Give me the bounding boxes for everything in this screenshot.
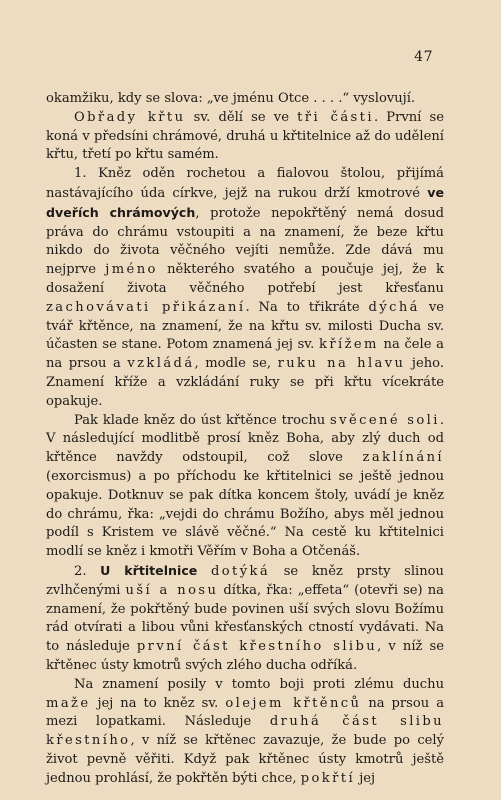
text-run: sv. dělí se ve xyxy=(185,109,298,125)
paragraph xyxy=(46,412,444,562)
text-run: se kněz prsty slinou zvlhčenými xyxy=(46,563,444,598)
text-run: na čele a na prsou a xyxy=(46,337,444,372)
text-run: . Na to třikráte xyxy=(245,299,369,315)
text-run: 2. xyxy=(74,563,101,579)
text-run: Pak klade kněz do úst křtěnce trochu xyxy=(74,412,331,428)
spaced-emphasis: olejem křtěnců xyxy=(225,695,362,711)
text-run: některého svatého a poučuje jej, že k dosažení života věčného potřebí jest křesťanu xyxy=(46,262,444,296)
text-run: jej xyxy=(355,770,376,786)
spaced-emphasis: dotýká xyxy=(210,563,271,579)
spaced-emphasis: tři části xyxy=(297,109,374,125)
text-run: (exorcismus) a po příchodu ke křtitelnici se ještě jednou opakuje. Dotknuv se pak dítka koncem štoly, uvádí je kněz do chrámu, řka: „vejdi do chrámu Božího, abys měl jednou podíl s Kristem ve slávě věčné.“ Na cestě ku křtitelnici modlí se kněz i kmotři Věřím v Boha a Otčenáš. xyxy=(46,468,444,560)
text-run: 1. Kněz oděn rochetou a fialovou štolou, přijímá nastávajícího úda církve, jejž na rukou drží kmotrové xyxy=(46,166,444,201)
spaced-emphasis: svěcené soli xyxy=(330,412,440,428)
spaced-emphasis: pokřtí xyxy=(300,770,356,786)
text-run xyxy=(197,564,211,579)
spaced-emphasis: jméno xyxy=(105,262,158,278)
text-run: na prsou a mezi lopatkami. Následuje xyxy=(46,695,445,730)
text-run: okamžiku, kdy se slova: „ve jménu Otce . . . .“ vyslovují. xyxy=(46,91,416,106)
text-run: . První se koná v předsíni chrámové, druhá u křtitelnice až do udělení křtu, třetí po křtu samém. xyxy=(46,109,445,163)
text-run: , protože nepokřtěný nemá dosud práva do chrámu vstoupiti a na znamení, že beze křtu nikdo do života věčného vejíti nemůže. Zde dává mu nejprve xyxy=(46,205,445,278)
spaced-emphasis: Obřady křtu xyxy=(74,109,186,125)
text-run: jeho. Znamení kříže a vzkládání ruky se při křtu vícekráte opakuje. xyxy=(46,356,444,409)
paragraph xyxy=(46,109,444,165)
spaced-emphasis: ruku na hlavu xyxy=(277,356,406,372)
spaced-emphasis: maže xyxy=(46,695,91,711)
paragraph xyxy=(46,165,444,411)
spaced-emphasis: zachovávati přikázaní xyxy=(46,299,246,315)
paragraph xyxy=(46,676,444,789)
spaced-emphasis: křížem xyxy=(319,337,379,353)
spaced-emphasis: vzkládá xyxy=(127,356,195,372)
bold-emphasis: U křtitelnice xyxy=(100,562,198,578)
paragraph xyxy=(46,90,444,109)
text-run: ve tvář křtěnce, na znamení, že na křtu sv. milosti Ducha sv. účasten se stane. Potom znamená jej sv. xyxy=(46,299,444,353)
page-number: 47 xyxy=(414,49,433,65)
paragraph xyxy=(46,562,444,676)
text-run: . V následující modlitbě prosí kněz Boha, aby zlý duch od křtěnce navždy odstoupil, což slove xyxy=(46,412,444,466)
text-run: Na znamení posily v tomto boji proti zlému duchu xyxy=(74,676,444,692)
spaced-emphasis: zaklínání xyxy=(362,450,444,466)
body-text xyxy=(46,90,444,788)
text-run: jej na to kněz sv. xyxy=(90,695,226,711)
spaced-emphasis: uší a nosu xyxy=(125,582,219,598)
text-run: dítka, řka: „effeta“ (otevři se) na znamení, že pokřtěný bude povinen uší svých slovu Božímu rád otvírati a libou vůni křesťanských ctností vydávati. Na to následuje xyxy=(46,582,444,655)
spaced-emphasis: dýchá xyxy=(368,299,420,315)
bold-emphasis: ve dveřích chrámových xyxy=(46,184,444,220)
text-run: , v níž se křtěnec zavazuje, že bude po celý život pevně věřiti. Když pak křtěnec ústy kmotrů ještě jednou prohlásí, že pokřtěn býti chce, xyxy=(46,733,444,786)
spaced-emphasis: druhá část slibu křestního xyxy=(46,714,444,749)
text-run: , v níž se křtěnec ústy kmotrů svých zlého ducha odříká. xyxy=(46,639,444,673)
text-run: , modle se, xyxy=(194,356,278,372)
spaced-emphasis: první část křestního slibu xyxy=(136,639,378,655)
